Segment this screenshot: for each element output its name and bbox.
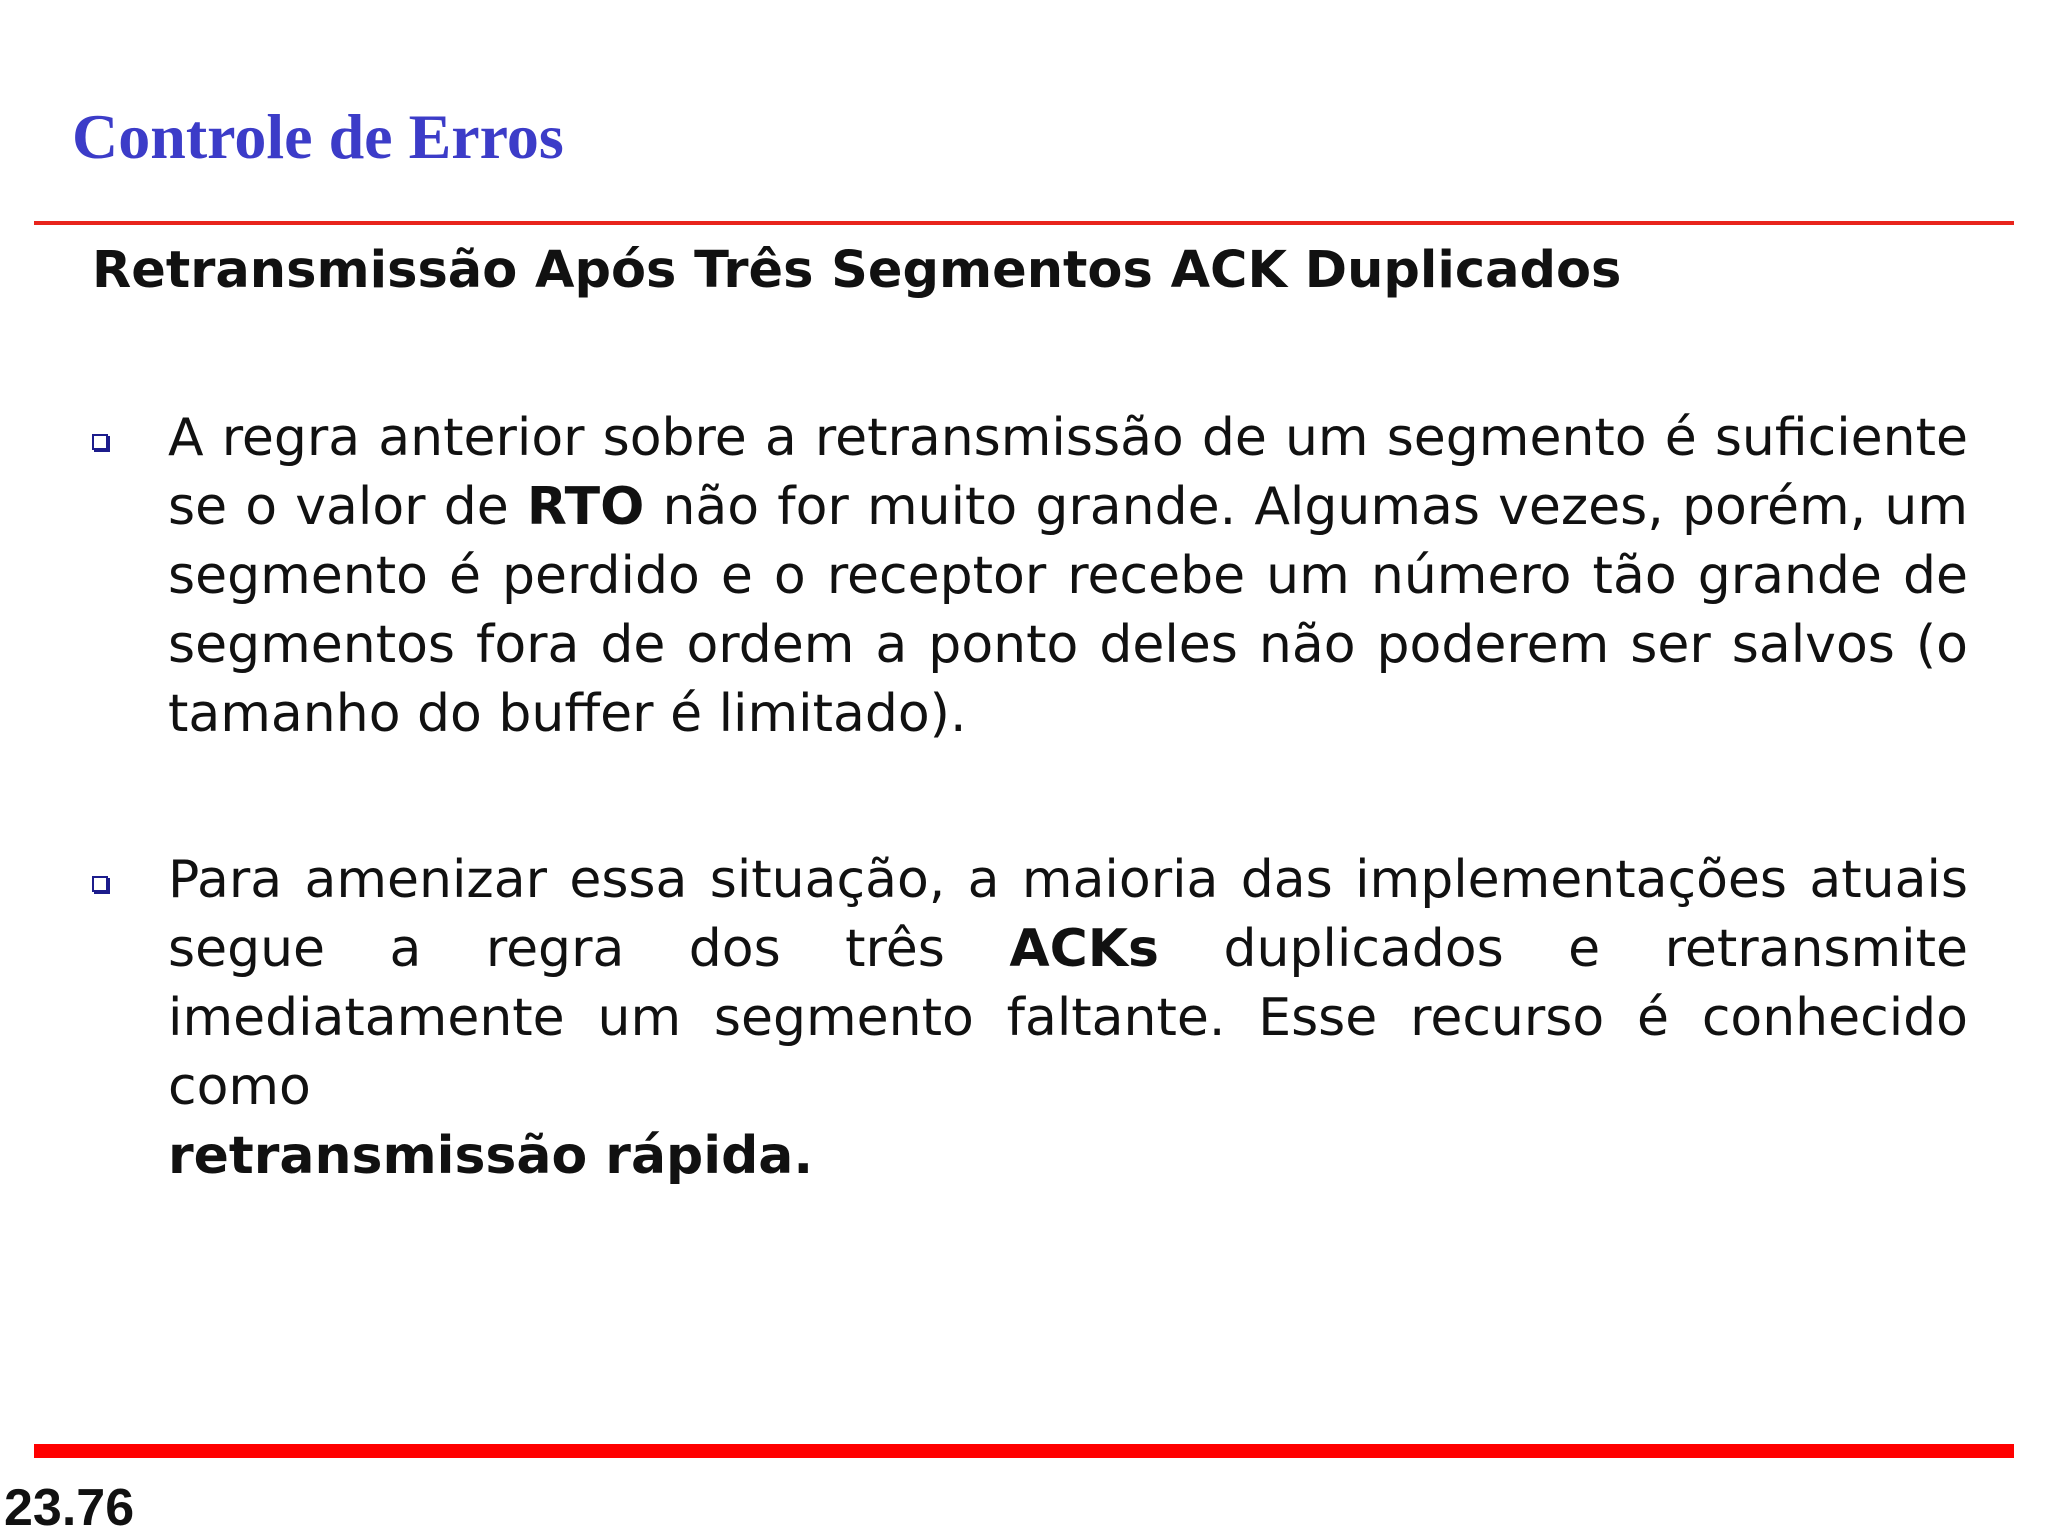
bullet-item: [92, 846, 1968, 1191]
bullet-emphasis: ACKs: [1009, 919, 1159, 979]
bullet-text: [168, 846, 1968, 1191]
bullet-text: [168, 404, 1968, 749]
footer-divider: [34, 1444, 2014, 1458]
bullet-text-part: não for muito grande. Algumas vezes, porém, um segmento é perdido e o receptor recebe um número tão grande de segmentos fora de ordem a ponto deles não poderem ser salvos (o tamanho do buffer é limitado).: [168, 477, 1968, 744]
bullet-emphasis: retransmissão rápida.: [168, 1126, 814, 1186]
slide-title: Controle de Erros: [72, 101, 564, 172]
slide-subtitle: Retransmissão Após Três Segmentos ACK Duplicados: [92, 241, 1622, 300]
bullet-emphasis: RTO: [526, 477, 645, 537]
bullet-item: [92, 404, 1968, 749]
square-bullet-icon: [92, 434, 108, 450]
bullet-text-part: duplicados e retransmite imediatamente um segmento faltante. Esse recurso é conhecido como: [168, 919, 1968, 1117]
bullet-text-part: Para amenizar essa situação, a maioria das implementações atuais segue a regra dos três: [168, 850, 1968, 979]
slide-number: 23.76: [4, 1479, 135, 1537]
title-divider: [34, 221, 2014, 225]
square-bullet-icon: [92, 876, 108, 892]
bullet-text-part: A regra anterior sobre a retransmissão de um segmento é suficiente se o valor de: [168, 408, 1968, 537]
